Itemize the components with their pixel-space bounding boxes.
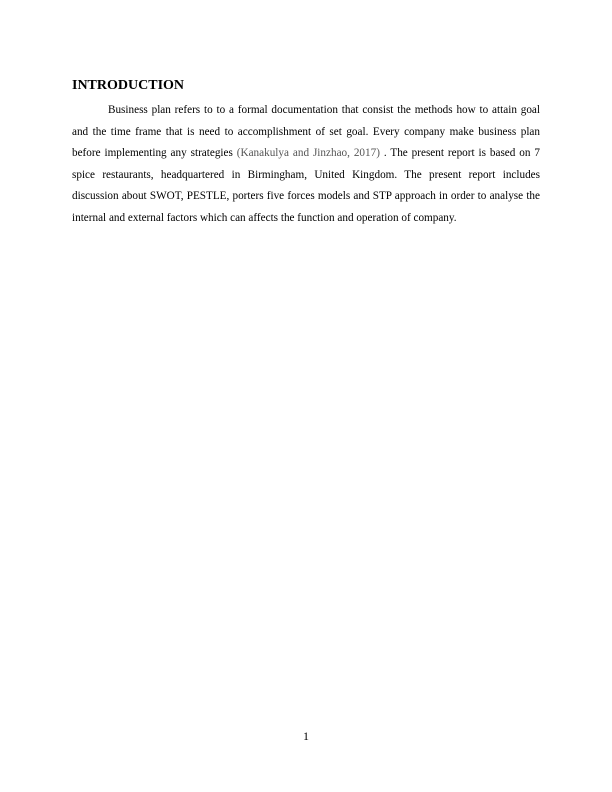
section-heading: INTRODUCTION	[72, 78, 185, 93]
paragraph-text-part1: Business plan refers to to a formal documentation that consist the methods how to attain goal and the time frame that is need to accomplishment of set goal. Every company make business plan before implementing any strategies	[72, 104, 540, 160]
introduction-paragraph	[72, 100, 540, 230]
page-number: 1	[303, 729, 309, 743]
paragraph-text-part2: . The present report is based on 7 spice restaurants, headquartered in Birmingham, United Kingdom. The present report includes discussion about SWOT, PESTLE, porters five forces models and STP approach in order to analyse the internal and external factors which can affects the function and operation of company.	[72, 147, 540, 224]
page-content	[72, 78, 540, 230]
citation-reference: (Kanakulya and Jinzhao, 2017)	[236, 147, 380, 160]
